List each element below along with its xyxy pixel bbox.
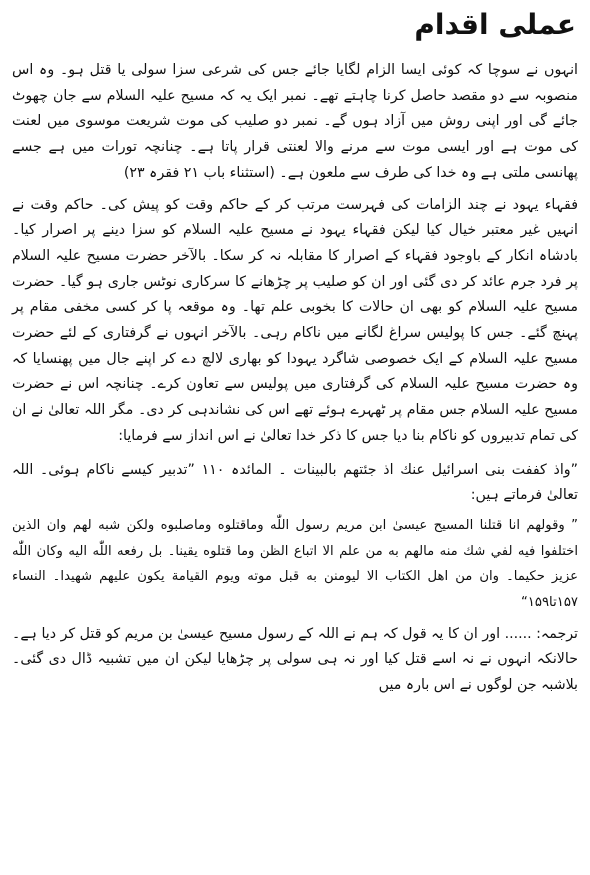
body-text (12, 58, 578, 699)
paragraph-jewish-jurists: فقہاء یہود نے چند الزامات کی فہرست مرتب کر کے حاکم وقت کو پیش کی۔ حاکم وقت نے انہیں غیر معتبر خیال کیا لیکن فقہاء یہود نے مسیح علیہ السلام کو سزا دینے پر اصرار کیا۔ بادشاہ انکار کے باوجود فقہاء کے اصرار کا مقابلہ نہ کر سکا۔ بالآخر حضرت مسیح علیہ السلام پر فرد جرم عائد کر دی گئی اور ان کو صلیب پر چڑھانے کا سرکاری نوٹس جاری ہو گیا۔ حضرت مسیح علیہ السلام کو بھی ان حالات کا بخوبی علم تھا۔ وہ موقعہ پا کر کسی مخفی مقام پر پہنچ گئے۔ جس کا پولیس سراغ لگانے میں ناکام رہی۔ بالآخر انہوں نے گرفتاری کے لئے حضرت مسیح علیہ السلام کے ایک خصوصی شاگرد یہودا کو بھاری لالچ دے کر اپنے جال میں پھنسایا کہ وہ حضرت مسیح علیہ السلام کی گرفتاری میں پولیس سے تعاون کرے۔ چنانچہ اس نے حضرت مسیح علیہ السلام جس مقام پر ٹھہرے ہوئے تھے اس کی نشاندہی کر دی۔ مگر اللہ تعالیٰ نے ان کی تمام تدبیروں کو ناکام بنا دیا جس کا ذکر خدا تعالیٰ نے اس انداز سے فرمایا: (12, 196, 578, 444)
urdu-translation: ترجمہ: ...... اور ان کا یہ قول کہ ہم نے اللہ کے رسول مسیح عیسیٰ بن مریم کو قتل کر دیا ہے۔ حالانکہ انہوں نے نہ اسے قتل کیا اور نہ ہی سولی پر چڑھایا لیکن ان میں تشبیہ ڈال دی گئی۔ بلاشبہ جن لوگوں نے اس بارہ میں (12, 625, 578, 694)
arabic-quran-quote: ” وقولهم انا قتلنا المسيح عيسىٰ ابن مريم رسول اللّٰه وماقتلوه وماصلبوه ولكن شبه لهم وان الذين اختلفوا فيه لفي شك منه مالهم به من علم الا اتباع الظن وما قتلوه يقينا۔ بل رفعه اللّٰه اليه وكان اللّٰه عزيز حكيما۔ وان من اهل الكتاب الا ليومنن به قبل موته ويوم القيامة يكون عليهم شهيدا۔ النساء ۱۵۷تا۱۵۹“ (12, 517, 578, 611)
paragraph-accusation-plan: انہوں نے سوچا کہ کوئی ایسا الزام لگایا جائے جس کی شرعی سزا سولی یا قتل ہو۔ وہ اس منصوبہ سے دو مقصد حاصل کرنا چاہتے تھے۔ نمبر ایک یہ کہ مسیح علیہ السلام سے جان چھوٹ جائے گی اور اپنی روش میں آزاد ہوں گے۔ نمبر دو صلیب کی موت شریعت موسوی میں لعنت کی موت ہے اور ایسی موت سے مرنے والا لعنتی قرار پاتا ہے۔ چنانچہ تورات میں ہے جسے پھانسی ملتی ہے وہ خدا کی طرف سے ملعون ہے۔ (استثناء باب ۲۱ فقرہ ۲۳) (12, 62, 578, 181)
section-heading: عملی اقدام (414, 8, 576, 41)
paragraph-quran-reference: ”واذ كففت بنی اسرائيل عنك اذ جئتهم بالبينات ۔ المائدہ ۱۱۰ ”تدبیر کیسے ناکام ہوئی۔ اللہ تعالیٰ فرماتے ہیں: (12, 461, 578, 504)
